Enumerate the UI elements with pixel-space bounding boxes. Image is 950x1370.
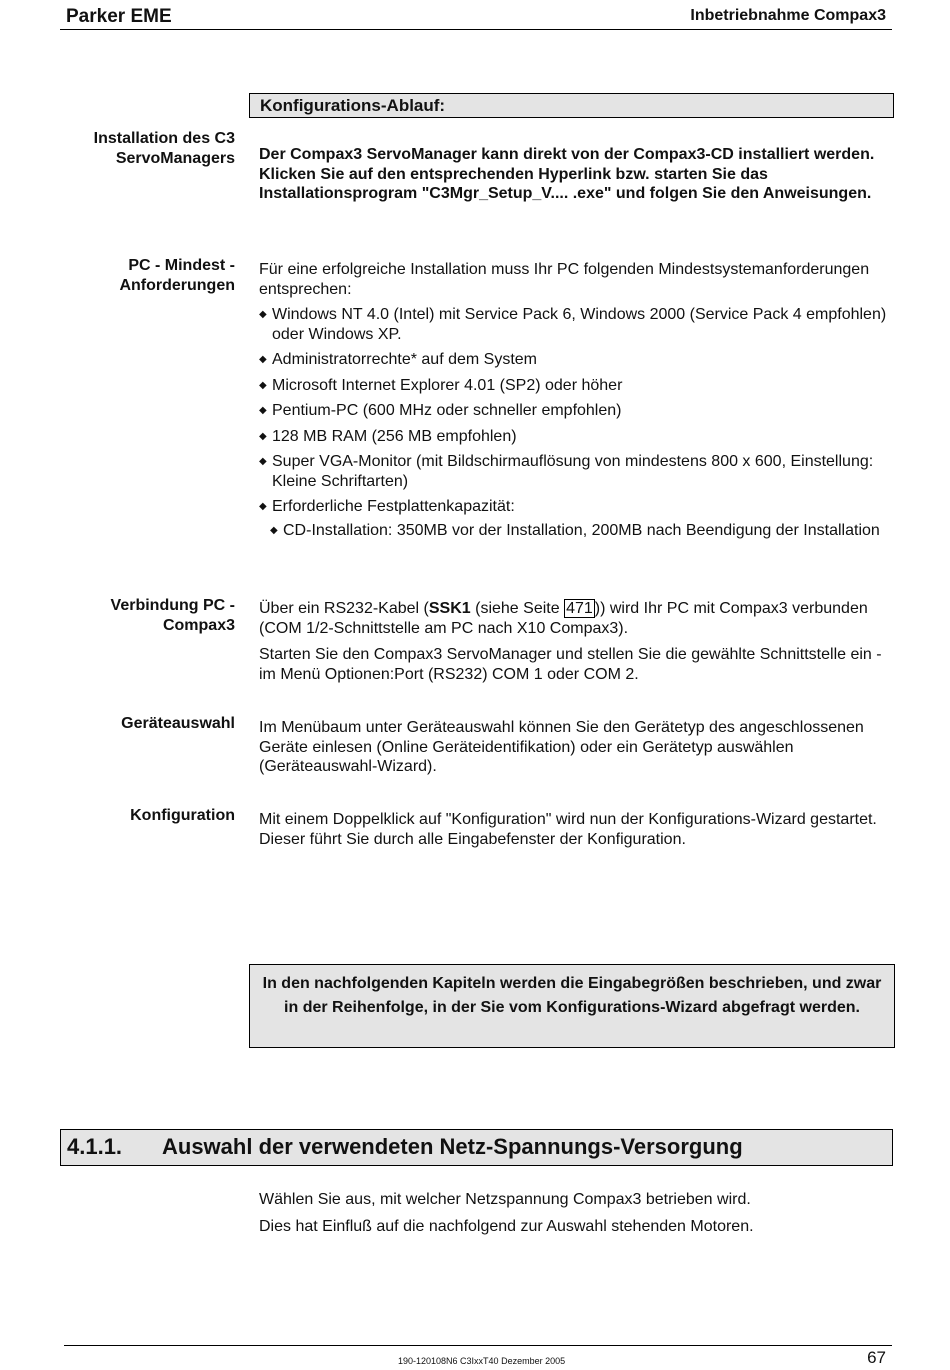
footer-doc-id: 190-120108N6 C3IxxT40 Dezember 2005 [398, 1356, 566, 1366]
company-name: Parker EME [66, 6, 172, 27]
page-reference-link[interactable]: 471 [566, 600, 593, 617]
footer-rule [64, 1345, 892, 1346]
section-text: Wählen Sie aus, mit welcher Netzspannung Compax3 betrieben wird. Dies hat Einfluß auf die nachfolgend zur Auswahl stehenden Motoren. [259, 1191, 754, 1235]
cable-name: SSK1 [428, 600, 471, 617]
requirements-block [259, 260, 895, 540]
configuration-text: Mit einem Doppelklick auf "Konfiguration" wird nun der Konfigurations-Wizard gestartet. Dieser führt Sie durch alle Eingabefenster der Konfiguration. [259, 811, 877, 848]
header-rule [60, 29, 892, 30]
note-box: In den nachfolgenden Kapiteln werden die Eingabegrößen beschrieben, und zwar in der Reihenfolge, in der Sie vom Konfigurations-Wizard abgefragt werden. [249, 964, 895, 1048]
connection-paragraph-1: Über ein RS232-Kabel (SSK1 (siehe Seite 471 )) wird Ihr PC mit Compax3 verbunden (COM 1/2-Schnittstelle am PC nach X10 Compax3). [259, 600, 868, 637]
side-label-requirements: PC - Mindest - Anforderungen [119, 257, 235, 294]
requirements-intro: Für eine erfolgreiche Installation muss Ihr PC folgenden Mindestsystemanforderungen entsprechen: [259, 261, 870, 298]
list-item: ◆ 128 MB RAM (256 MB empfohlen) [259, 427, 895, 447]
document-title: Inbetriebnahme Compax3 [690, 7, 886, 24]
section-title: Auswahl der verwendeten Netz-Spannungs-Versorgung [162, 1134, 743, 1159]
side-label-installation: Installation des C3 ServoManagers [93, 130, 235, 167]
list-item: ◆ Windows NT 4.0 (Intel) mit Service Pack 6, Windows 2000 (Service Pack 4 empfohlen) oder Windows XP. [259, 305, 895, 344]
list-item: ◆ Microsoft Internet Explorer 4.01 (SP2) oder höher [259, 376, 895, 396]
side-label-device-selection: Geräteauswahl [121, 715, 235, 732]
installation-text: Der Compax3 ServoManager kann direkt von der Compax3-CD installiert werden. Klicken Sie auf den entsprechenden Hyperlink bzw. starten Sie das Installationsprogram "C3Mgr_Setup_V.... .exe" und folgen Sie den Anweisungen. [259, 146, 875, 202]
side-label-connection: Verbindung PC - Compax3 [110, 597, 235, 634]
section-number: 4.1.1. [67, 1134, 123, 1159]
side-label-configuration: Konfiguration [130, 807, 235, 824]
list-item: ◆ Erforderliche Festplattenkapazität: [259, 497, 895, 517]
config-procedure-title: Konfigurations-Ablauf: [249, 93, 894, 118]
device-selection-text: Im Menübaum unter Geräteauswahl können Sie den Gerätetyp des angeschlossenen Geräte einlesen (Online Geräteidentifikation) oder ein Gerätetyp auswählen (Geräteauswahl-Wizard). [259, 719, 864, 775]
list-item: ◆ Administratorrechte* auf dem System [259, 350, 895, 370]
list-item: ◆ Pentium-PC (600 MHz oder schneller empfohlen) [259, 401, 895, 421]
connection-block [259, 599, 895, 684]
section-heading [60, 1129, 893, 1166]
sub-list-item: ◆ CD-Installation: 350MB vor der Installation, 200MB nach Beendigung der Installation [270, 521, 895, 541]
page-number: 67 [867, 1348, 886, 1367]
list-item: ◆ Super VGA-Monitor (mit Bildschirmauflösung von mindestens 800 x 600, Einstellung: Kleine Schriftarten) [259, 452, 895, 491]
connection-paragraph-2: Starten Sie den Compax3 ServoManager und stellen Sie die gewählte Schnittstelle ein - im Menü Optionen:Port (RS232) COM 1 oder COM 2. [259, 646, 882, 683]
